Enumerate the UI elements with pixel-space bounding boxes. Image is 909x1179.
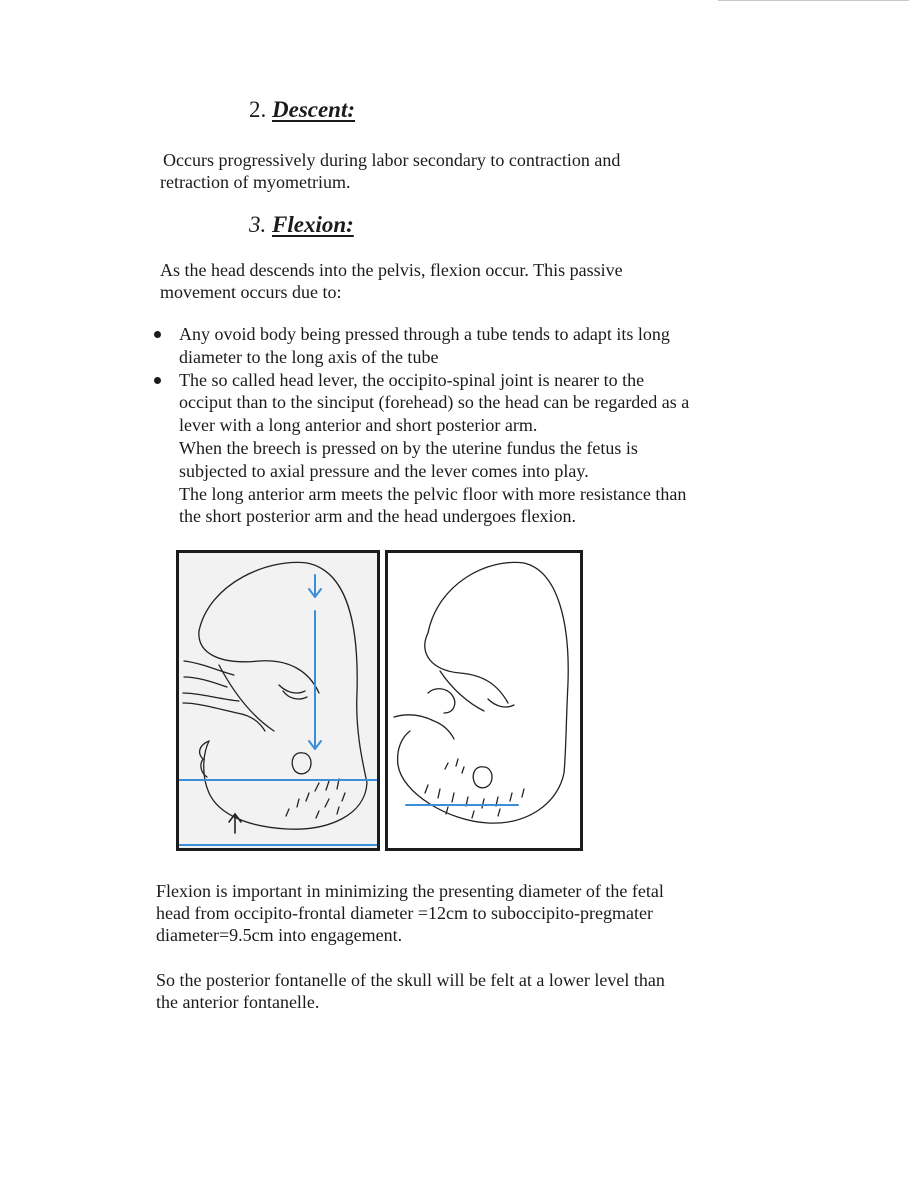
descent-body <box>160 149 621 193</box>
fetus-back-outline <box>398 562 569 823</box>
ear-outline <box>473 767 492 788</box>
bullet-line: lever with a long anterior and short posterior arm. <box>179 415 538 436</box>
fontanelle-line: the anterior fontanelle. <box>156 992 320 1012</box>
descent-body-line: Occurs progressively during labor secondary to contraction and <box>163 150 621 170</box>
flexion-title: Flexion: <box>272 212 354 237</box>
descent-body-line: retraction of myometrium. <box>160 172 351 192</box>
feet-outline <box>183 661 239 701</box>
bullet-line: When the breech is pressed on by the uterine fundus the fetus is <box>179 437 638 458</box>
flexion-intro <box>160 259 623 303</box>
fetus-flexed-drawing <box>388 553 580 848</box>
hand-outline <box>428 689 455 713</box>
hair-texture <box>425 785 524 818</box>
descent-heading <box>249 96 355 124</box>
fetus-back-outline <box>199 562 367 829</box>
hair-texture <box>286 779 345 818</box>
flexion-number: 3. <box>249 212 267 237</box>
flexion-intro-line: movement occurs due to: <box>160 282 342 302</box>
arm-outline <box>183 703 265 731</box>
ear-outline <box>292 753 311 774</box>
descent-title: Descent: <box>272 97 356 122</box>
bullet-line: occiput than to the sinciput (forehead) so the head can be regarded as a <box>179 392 690 413</box>
fontanelle-note <box>156 969 665 1013</box>
bullet-line: The so called head lever, the occipito-spinal joint is nearer to the <box>179 369 645 390</box>
hair-texture <box>445 759 464 773</box>
flexion-importance <box>156 880 664 946</box>
bullet-line: the short posterior arm and the head undergoes flexion. <box>179 506 577 527</box>
importance-line: head from occipito-frontal diameter =12cm to suboccipito-pregmater <box>156 903 653 923</box>
descent-number: 2. <box>249 97 267 122</box>
flexion-heading <box>249 211 354 239</box>
leg-outline <box>219 665 274 731</box>
fetus-deflexed-drawing <box>179 553 377 848</box>
fetus-deflexed-figure <box>176 550 380 851</box>
scan-edge-line <box>718 0 909 1</box>
list-item <box>152 323 752 369</box>
importance-line: Flexion is important in minimizing the presenting diameter of the fetal <box>156 881 664 901</box>
bullet-line: diameter to the long axis of the tube <box>179 346 439 367</box>
foot-outline <box>488 699 514 707</box>
bullet-line: subjected to axial pressure and the lever comes into play. <box>179 460 589 481</box>
hand-outline <box>279 685 307 699</box>
fetus-flexed-figure <box>385 550 583 851</box>
thigh-outline <box>425 633 508 703</box>
fontanelle-line: So the posterior fontanelle of the skull will be felt at a lower level than <box>156 970 665 990</box>
list-item <box>152 369 752 529</box>
arm-outline <box>394 715 454 739</box>
flexion-intro-line: As the head descends into the pelvis, flexion occur. This passive <box>160 260 623 280</box>
bullet-line: Any ovoid body being pressed through a tube tends to adapt its long <box>179 324 670 344</box>
flexion-reasons-list <box>152 323 752 528</box>
importance-line: diameter=9.5cm into engagement. <box>156 925 403 945</box>
bullet-line: The long anterior arm meets the pelvic floor with more resistance than <box>179 483 687 504</box>
